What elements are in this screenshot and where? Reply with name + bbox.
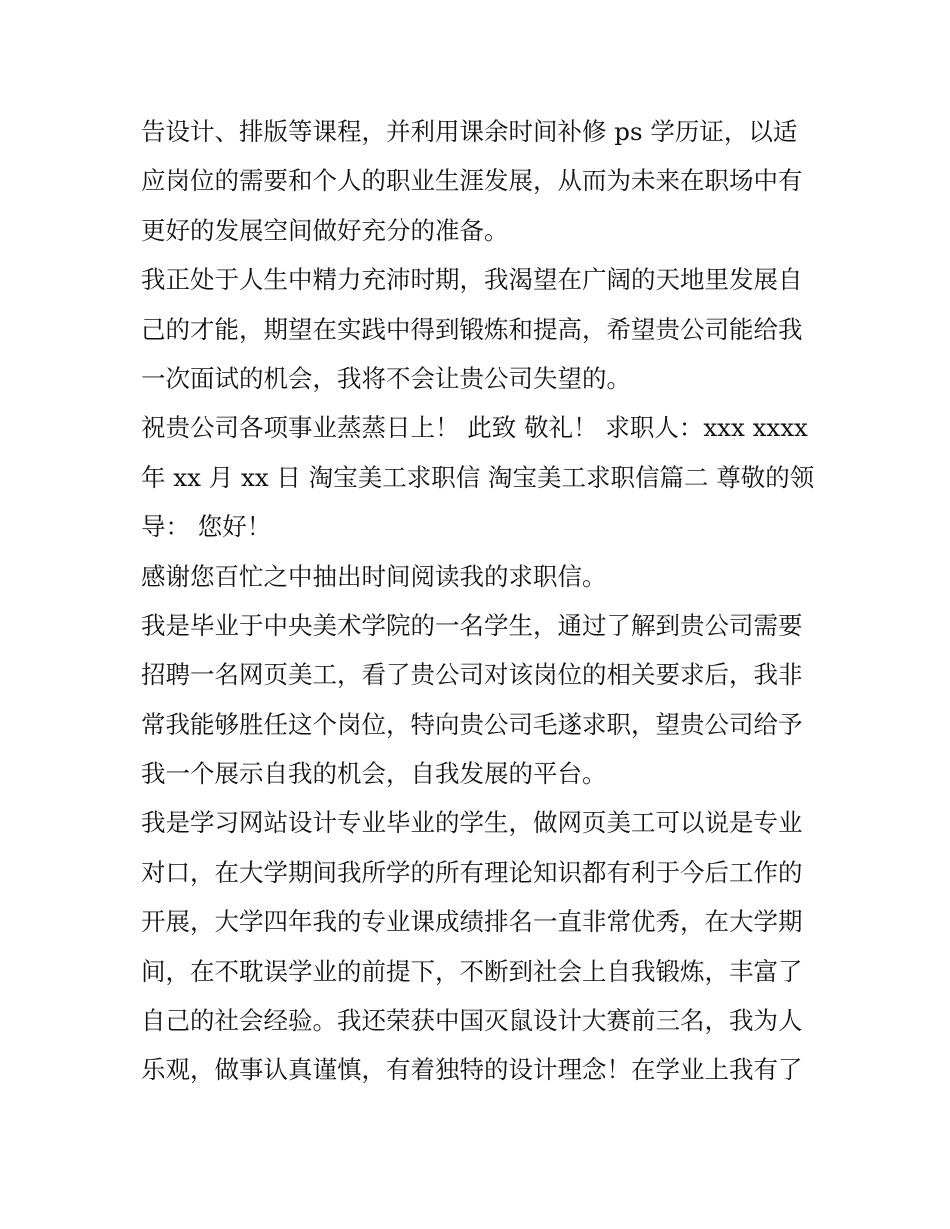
text-line: 年 xx 月 xx 日 淘宝美工求职信 淘宝美工求职信篇二 尊敬的领 bbox=[141, 462, 815, 492]
text-line: 己的才能，期望在实践中得到锻炼和提高，希望贵公司能给我 bbox=[141, 314, 803, 344]
text-line: 感谢您百忙之中抽出时间阅读我的求职信。 bbox=[141, 561, 607, 591]
text-line: 常我能够胜任这个岗位，特向贵公司毛遂求职，望贵公司给予 bbox=[141, 709, 803, 739]
text-line: 乐观，做事认真谨慎，有着独特的设计理念！在学业上我有了 bbox=[141, 1055, 803, 1085]
text-line: 导： 您好！ bbox=[141, 512, 272, 542]
text-line: 祝贵公司各项事业蒸蒸日上！ 此致 敬礼！ 求职人：xxx xxxx bbox=[141, 413, 808, 443]
text-line: 我正处于人生中精力充沛时期，我渴望在广阔的天地里发展自 bbox=[141, 265, 803, 295]
text-line: 我是毕业于中央美术学院的一名学生，通过了解到贵公司需要 bbox=[141, 610, 803, 640]
text-line: 间，在不耽误学业的前提下，不断到社会上自我锻炼，丰富了 bbox=[141, 956, 803, 986]
text-line: 自己的社会经验。我还荣获中国灭鼠设计大赛前三名，我为人 bbox=[141, 1006, 803, 1036]
text-line: 应岗位的需要和个人的职业生涯发展，从而为未来在职场中有 bbox=[141, 166, 803, 196]
text-line: 我一个展示自我的机会，自我发展的平台。 bbox=[141, 759, 607, 789]
text-line: 一次面试的机会，我将不会让贵公司失望的。 bbox=[141, 363, 631, 393]
document-body bbox=[141, 107, 821, 1095]
text-line: 我是学习网站设计专业毕业的学生，做网页美工可以说是专业 bbox=[141, 808, 803, 838]
text-line: 招聘一名网页美工，看了贵公司对该岗位的相关要求后，我非 bbox=[141, 660, 803, 690]
text-line: 开展，大学四年我的专业课成绩排名一直非常优秀，在大学期 bbox=[141, 907, 803, 937]
text-line: 告设计、排版等课程，并利用课余时间补修 ps 学历证，以适 bbox=[141, 117, 798, 146]
text-line: 对口，在大学期间我所学的所有理论知识都有利于今后工作的 bbox=[141, 857, 803, 887]
text-line: 更好的发展空间做好充分的准备。 bbox=[141, 215, 509, 245]
